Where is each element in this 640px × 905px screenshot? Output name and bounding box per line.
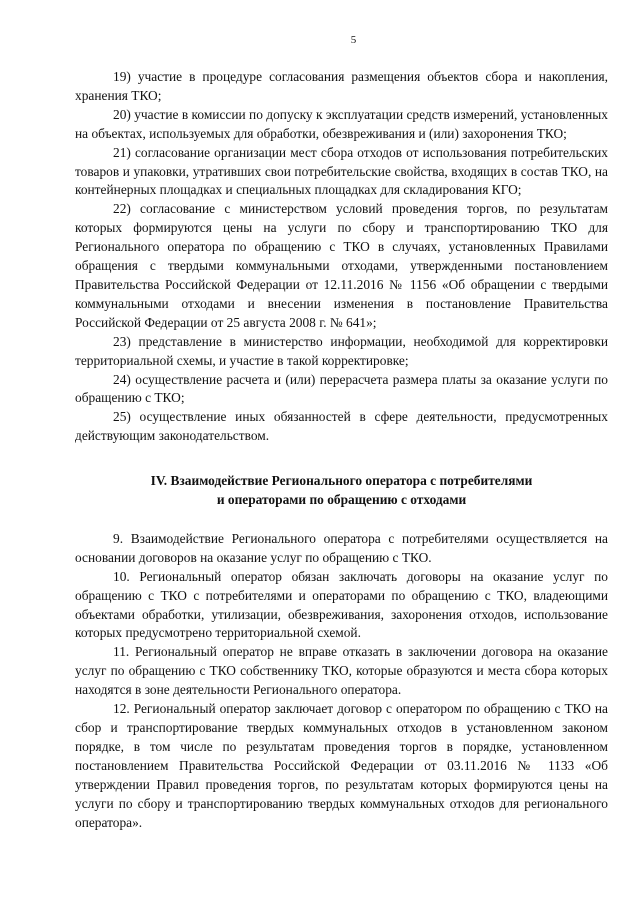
list-item-22: 22) согласование с министерством условий проведения торгов, по результатам которых формируются цены на услуги по сбору и транспортированию ТКО для Регионального оператора по обращению с ТКО в случаях, установленных Правилами обращения с твердыми коммунальными отходами, утвержденными постановлением Правительства Российской Федерации от 12.11.2016 № 1156 «Об обращении с твердыми коммунальными отходами и внесении изменения в постановление Правительства Российской Федерации от 25 августа 2008 г. № 641»; bbox=[75, 201, 608, 330]
list-item-19: 19) участие в процедуре согласования размещения объектов сбора и накопления, хранения ТКО; bbox=[75, 69, 608, 103]
list-item-25: 25) осуществление иных обязанностей в сфере деятельности, предусмотренных действующим законодательством. bbox=[75, 409, 608, 444]
clause-9: 9. Взаимодействие Регионального оператора с потребителями осуществляется на основании договоров на оказание услуг по обращению с ТКО. bbox=[75, 530, 608, 565]
clause-11: 11. Региональный оператор не вправе отказать в заключении договора на оказание услуг по обращению с ТКО собственнику ТКО, которые образуются и места сбора которых находятся в зоне деятельности Регионального оператора. bbox=[75, 644, 608, 698]
page-number: 5 bbox=[350, 34, 357, 46]
clause-12: 12. Региональный оператор заключает договор с оператором по обращению с ТКО на сбор и транспортирование твердых коммунальных отходов в установленном законом порядке, в том числе по результатам проведения торгов в порядке, установленном постановлением Правительства Российской Федерации от 03.11.2016 № 1133 «Об утверждении Правил проведения торгов, по результатам которых формируются цены на услуги по сбору и транспортированию твердых коммунальных отходов для регионального оператора». bbox=[75, 701, 608, 830]
list-item-23: 23) представление в министерство информации, необходимой для корректировки территориальной схемы, и участие в такой корректировке; bbox=[75, 333, 608, 368]
list-item-20: 20) участие в комиссии по допуску к эксплуатации средств измерений, установленных на объектах, используемых для обработки, обезвреживания и (или) захоронения ТКО; bbox=[75, 106, 608, 141]
list-item-21: 21) согласование организации мест сбора отходов от использования потребительских товаров и упаковки, утративших свои потребительские свойства, входящих в состав ТКО, на контейнерных площадках и специальных площадках для складирования КГО; bbox=[75, 144, 608, 198]
section-heading bbox=[75, 472, 608, 510]
section-heading-line-1: IV. Взаимодействие Регионального оператора с потребителями bbox=[150, 473, 533, 489]
section-heading-line-2: и операторами по обращению с отходами bbox=[216, 492, 467, 508]
clause-10: 10. Региональный оператор обязан заключать договоры на оказание услуг по обращению с ТКО с потребителями и операторами по обращению с ТКО, владеющими объектами обработки, утилизации, обезвреживания, захоронения отходов, использование которых предусмотрено территориальной схемой. bbox=[75, 568, 608, 641]
list-item-24: 24) осуществление расчета и (или) перерасчета размера платы за оказание услуги по обращению с ТКО; bbox=[75, 371, 608, 406]
